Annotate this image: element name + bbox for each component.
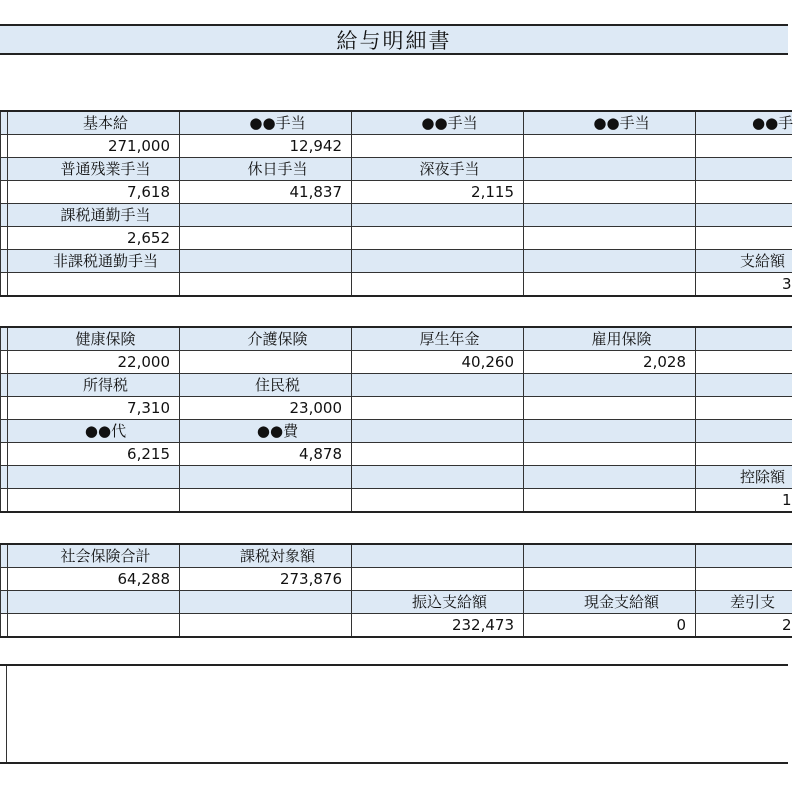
- value-cell: [352, 568, 524, 591]
- label-cell: 社会保険合計: [8, 544, 180, 568]
- value-cell: [696, 227, 792, 250]
- net-pay-label: 差引支: [696, 591, 792, 614]
- label-cell: 住民税: [180, 374, 352, 397]
- label-cell: [180, 204, 352, 227]
- value-cell: [352, 397, 524, 420]
- deductions-value-row: [1, 397, 792, 420]
- label-cell: 基本給: [8, 111, 180, 135]
- value-cell: 4,878: [180, 443, 352, 466]
- value-cell: 2,115: [352, 181, 524, 204]
- value-cell: 12,942: [180, 135, 352, 158]
- label-cell: [352, 250, 524, 273]
- value-cell: [352, 443, 524, 466]
- label-cell: 振込支給額: [352, 591, 524, 614]
- label-cell: ●●手: [696, 111, 792, 135]
- row-edge: [1, 135, 8, 158]
- value-cell: 0: [524, 614, 696, 638]
- value-cell: [524, 568, 696, 591]
- label-cell: [696, 420, 792, 443]
- remarks-edge: [6, 666, 7, 762]
- row-edge: [1, 250, 8, 273]
- label-cell: 休日手当: [180, 158, 352, 181]
- value-cell: 2,028: [524, 351, 696, 374]
- label-cell: 厚生年金: [352, 327, 524, 351]
- label-cell: [524, 420, 696, 443]
- label-cell: [524, 466, 696, 489]
- label-cell: [524, 158, 696, 181]
- label-cell: 非課税通勤手当: [8, 250, 180, 273]
- label-cell: [352, 544, 524, 568]
- value-cell: 40,260: [352, 351, 524, 374]
- label-cell: 現金支給額: [524, 591, 696, 614]
- payments-value-row: [1, 273, 792, 297]
- label-cell: [524, 250, 696, 273]
- value-cell: 23,000: [180, 397, 352, 420]
- value-cell: [352, 135, 524, 158]
- label-cell: [180, 466, 352, 489]
- value-cell: 64,288: [8, 568, 180, 591]
- value-cell: [696, 397, 792, 420]
- row-edge: [1, 273, 8, 297]
- label-cell: [524, 544, 696, 568]
- label-cell: 健康保険: [8, 327, 180, 351]
- deductions-value-row: [1, 351, 792, 374]
- row-edge: [1, 227, 8, 250]
- value-cell: [180, 351, 352, 374]
- deductions-label-row: [1, 420, 792, 443]
- value-cell: [8, 273, 180, 297]
- payments-value-row: [1, 227, 792, 250]
- value-cell: 7,310: [8, 397, 180, 420]
- remarks-box: [0, 664, 788, 764]
- row-edge: [1, 466, 8, 489]
- label-cell: [696, 374, 792, 397]
- row-edge: [1, 489, 8, 513]
- value-cell: 41,837: [180, 181, 352, 204]
- document-title-bar: [0, 24, 788, 55]
- value-cell: [524, 489, 696, 513]
- value-cell: [524, 397, 696, 420]
- value-cell: [180, 273, 352, 297]
- value-cell: 6,215: [8, 443, 180, 466]
- value-cell: [180, 489, 352, 513]
- value-cell: [352, 227, 524, 250]
- payments-value-row: [1, 135, 792, 158]
- label-cell: [352, 374, 524, 397]
- value-cell: [180, 614, 352, 638]
- label-cell: [696, 158, 792, 181]
- label-cell: [8, 591, 180, 614]
- value-cell: 273,876: [180, 568, 352, 591]
- row-edge: [1, 420, 8, 443]
- value-cell: [696, 443, 792, 466]
- value-cell: [524, 181, 696, 204]
- value-cell: [696, 351, 792, 374]
- document-title: 給与明細書: [336, 28, 452, 53]
- label-cell: [524, 204, 696, 227]
- label-cell: ●●代: [8, 420, 180, 443]
- value-cell: 271,000: [8, 135, 180, 158]
- value-cell: [352, 273, 524, 297]
- row-edge: [1, 374, 8, 397]
- value-cell: [352, 489, 524, 513]
- value-cell: [696, 568, 792, 591]
- label-cell: 雇用保険: [524, 327, 696, 351]
- summary-table: [0, 543, 792, 638]
- payments-value-row: [1, 181, 792, 204]
- label-cell: 深夜手当: [352, 158, 524, 181]
- value-cell: [180, 227, 352, 250]
- total-deduction-value: 1: [696, 489, 792, 513]
- value-cell: [8, 614, 180, 638]
- total-payment-label: 支給額: [696, 250, 792, 273]
- row-edge: [1, 204, 8, 227]
- label-cell: [352, 466, 524, 489]
- deductions-value-row: [1, 443, 792, 466]
- row-edge: [1, 397, 8, 420]
- value-cell: [524, 443, 696, 466]
- label-cell: [8, 466, 180, 489]
- row-edge: [1, 614, 8, 638]
- value-cell: [696, 135, 792, 158]
- row-edge: [1, 111, 8, 135]
- value-cell: 232,473: [352, 614, 524, 638]
- total-deduction-label: 控除額: [696, 466, 792, 489]
- value-cell: 7,618: [8, 181, 180, 204]
- value-cell: [696, 181, 792, 204]
- label-cell: [352, 204, 524, 227]
- label-cell: ●●費: [180, 420, 352, 443]
- row-edge: [1, 544, 8, 568]
- row-edge: [1, 351, 8, 374]
- deductions-table: [0, 326, 792, 513]
- label-cell: [180, 250, 352, 273]
- deductions-value-row: [1, 489, 792, 513]
- value-cell: 22,000: [8, 351, 180, 374]
- total-payment-value: 3: [696, 273, 792, 297]
- label-cell: 所得税: [8, 374, 180, 397]
- row-edge: [1, 591, 8, 614]
- value-cell: [524, 227, 696, 250]
- payments-label-row: [1, 158, 792, 181]
- payments-label-row: [1, 111, 792, 135]
- summary-label-row: [1, 591, 792, 614]
- net-pay-value: 2: [696, 614, 792, 638]
- deductions-label-row: [1, 374, 792, 397]
- label-cell: 普通残業手当: [8, 158, 180, 181]
- label-cell: [180, 591, 352, 614]
- label-cell: ●●手当: [524, 111, 696, 135]
- payments-label-row: [1, 250, 792, 273]
- label-cell: [524, 374, 696, 397]
- value-cell: 2,652: [8, 227, 180, 250]
- label-cell: 課税対象額: [180, 544, 352, 568]
- row-edge: [1, 158, 8, 181]
- row-edge: [1, 568, 8, 591]
- label-cell: [696, 327, 792, 351]
- label-cell: 課税通勤手当: [8, 204, 180, 227]
- value-cell: [524, 135, 696, 158]
- row-edge: [1, 327, 8, 351]
- summary-value-row: [1, 568, 792, 591]
- label-cell: [352, 420, 524, 443]
- label-cell: ●●手当: [352, 111, 524, 135]
- label-cell: ●●手当: [180, 111, 352, 135]
- row-edge: [1, 443, 8, 466]
- deductions-label-row: [1, 466, 792, 489]
- deductions-label-row: [1, 327, 792, 351]
- payments-table: [0, 110, 792, 297]
- label-cell: [696, 544, 792, 568]
- label-cell: [696, 204, 792, 227]
- summary-value-row: [1, 614, 792, 638]
- value-cell: [524, 273, 696, 297]
- value-cell: [8, 489, 180, 513]
- summary-label-row: [1, 544, 792, 568]
- row-edge: [1, 181, 8, 204]
- label-cell: 介護保険: [180, 327, 352, 351]
- payments-label-row: [1, 204, 792, 227]
